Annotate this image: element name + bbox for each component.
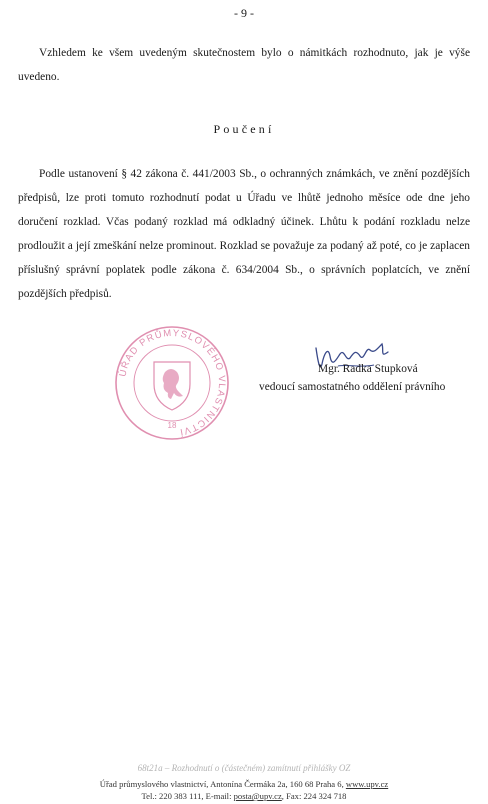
- appeal-instructions-paragraph: [18, 162, 470, 306]
- footer-contact-line: [0, 791, 488, 801]
- footer-document-reference: 68t21a – Rozhodnutí o (částečném) zamítnutí přihlášky OZ: [137, 763, 351, 773]
- page-number: - 9 -: [234, 6, 254, 20]
- footer-telephone: Tel.: 220 383 111, E-mail:: [141, 791, 234, 801]
- footer-address-line: [0, 779, 488, 789]
- footer-fax: , Fax: 224 324 718: [281, 791, 347, 801]
- footer-website-link[interactable]: www.upv.cz: [345, 779, 389, 789]
- handwritten-signature: [308, 338, 400, 386]
- official-stamp: [113, 324, 231, 442]
- svg-text:18: 18: [167, 421, 177, 430]
- appeal-instructions-text: Podle ustanovení § 42 zákona č. 441/2003 Sb., o ochranných známkách, ve znění pozdějších předpisů, lze proti tomuto rozhodnutí podat u Úřadu ve lhůtě jednoho měsíce ode dne jeho doručení rozklad. Včas podaný rozklad má odkladný účinek. Lhůtu k podání rozkladu nelze prodloužit a její zmeškání nelze prominout. Rozklad se považuje za podaný až poté, co je zaplacen příslušný správní poplatek podle zákona č. 634/2004 Sb., o správních poplatcích, ve znění pozdějších předpisů.: [18, 168, 470, 300]
- closing-paragraph-text: Vzhledem ke všem uvedeným skutečnostem bylo o námitkách rozhodnuto, jak je výše uvedeno.: [18, 47, 470, 83]
- footer-email-link[interactable]: posta@upv.cz: [233, 791, 282, 801]
- section-heading: Poučení: [213, 122, 275, 136]
- signer-name: Mgr. Radka Stupková: [318, 363, 418, 375]
- footer-address: Úřad průmyslového vlastnictví, Antonína Čermáka 2a, 160 68 Praha 6,: [99, 779, 346, 789]
- signer-role: vedoucí samostatného oddělení právního: [259, 381, 446, 393]
- svg-text:ÚŘAD PRŮMYSLOVÉHO VLASTNICTVÍ: ÚŘAD PRŮMYSLOVÉHO VLASTNICTVÍ: [117, 327, 228, 438]
- closing-paragraph: [18, 41, 470, 89]
